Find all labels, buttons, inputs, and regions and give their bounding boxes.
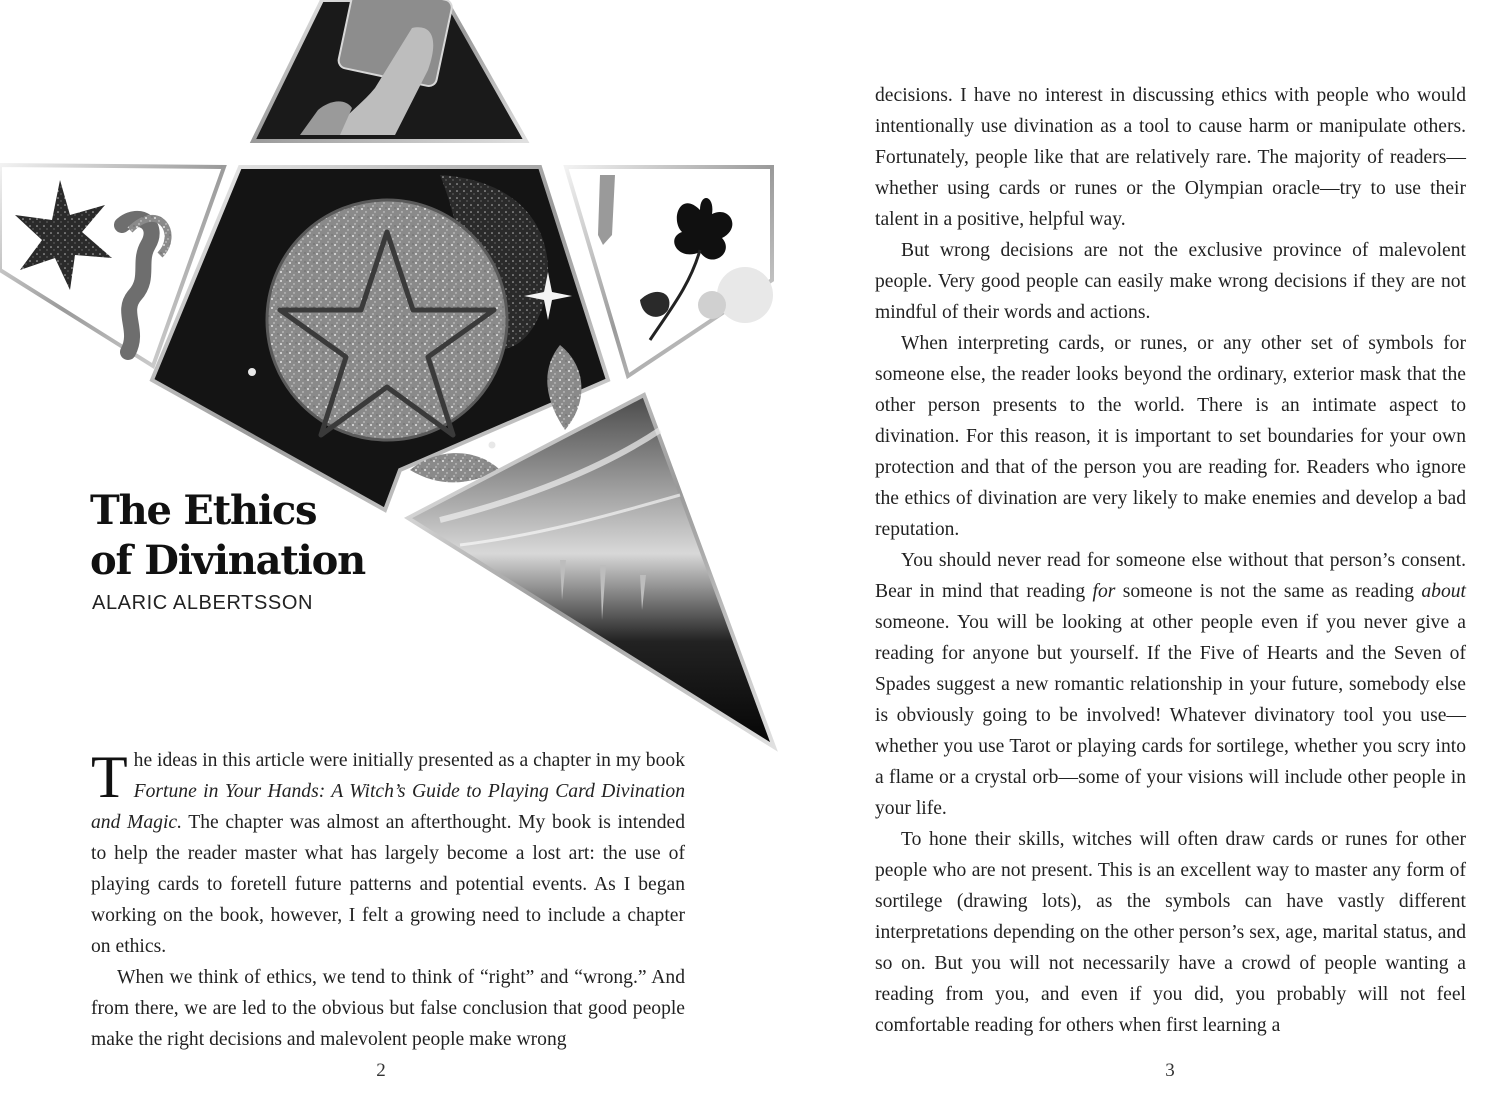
emphasis-for: for bbox=[1092, 581, 1116, 602]
right-page-body bbox=[875, 80, 1466, 1041]
text-run: someone is not the same as reading bbox=[1115, 581, 1422, 602]
page-number-left: 2 bbox=[376, 1060, 386, 1081]
bottom-triangle-water bbox=[408, 395, 774, 747]
body-paragraph: When we think of ethics, we tend to think of “right” and “wrong.” And from there, we are led to the obvious but false conclusion that good people make the right decisions and malevolent people make wrong bbox=[91, 967, 685, 1050]
opening-lead-text: he ideas in this article were initially presented as a chapter in my book bbox=[133, 750, 685, 771]
author-byline: ALARIC ALBERTSSON bbox=[92, 592, 314, 614]
body-paragraph: But wrong decisions are not the exclusive province of malevolent people. Very good people can easily make wrong decisions if they are not mindful of their words and actions. bbox=[875, 240, 1466, 323]
body-paragraph: To hone their skills, witches will often draw cards or runes for other people who are not present. This is an excellent way to master any form of sortilege (drawing lots), as the symbols can have vastly different interpretations depending on the other person’s sex, age, marital status, and so on. But you will not necessarily have a crowd of people wanting a reading from you, and even if you did, you probably will not feel comfortable reading for others when first learning a bbox=[875, 829, 1466, 1036]
book-title: Fortune in Your Hands: A Witch’s Guide to Playing Card Divination and Magic. bbox=[91, 781, 685, 833]
page-number-right: 3 bbox=[1165, 1060, 1175, 1081]
consent-paragraph bbox=[875, 545, 1466, 824]
opening-paragraph bbox=[91, 745, 685, 962]
emphasis-about: about bbox=[1421, 581, 1466, 602]
text-run: someone. You will be looking at other people even if you never give a reading for anyone but yourself. If the Five of Hearts and the Seven of Spades suggest a new romantic relationship in your future, somebody else is obviously going to be involved! Whatever divinatory tool you use—whether you use Tarot or playing cards for sortilege, whether you scry into a flame or a crystal orb—some of your visions will include other people in your life. bbox=[875, 612, 1466, 819]
continued-paragraph: decisions. I have no interest in discussing ethics with people who would intentionally use divination as a tool to cause harm or manipulate others. Fortunately, people like that are relatively rare. The majority of readers—whether using cards or runes or the Olympian oracle—try to use their talent in a positive, helpful way. bbox=[875, 85, 1466, 230]
body-paragraph: When interpreting cards, or runes, or any other set of symbols for someone else, the reader looks beyond the ordinary, exterior mask that the other person presents to the world. There is an intimate aspect to divination. For this reason, it is important to set boundaries for your own protection and that of the person you are reading for. Readers who ignore the ethics of divination are very likely to make enemies and develop a bad reputation. bbox=[875, 333, 1466, 540]
article-title bbox=[90, 486, 365, 586]
drop-cap: T bbox=[91, 744, 128, 810]
article-title-line-1: The Ethics bbox=[90, 487, 317, 534]
text-run: You should never read for someone else without that person’s consent. Bear in mind that reading bbox=[875, 550, 1466, 602]
left-page-body bbox=[91, 745, 685, 1055]
top-triangle-hand-card bbox=[253, 0, 526, 141]
pentacle-star-illustration bbox=[0, 0, 780, 760]
article-title-line-2: of Divination bbox=[90, 537, 365, 584]
opening-rest-text: The chapter was almost an afterthought. My book is intended to help the reader master what has largely become a lost art: the use of playing cards to foretell future patterns and potential events. As I began working on the book, however, I felt a growing need to include a chapter on ethics. bbox=[91, 812, 686, 957]
